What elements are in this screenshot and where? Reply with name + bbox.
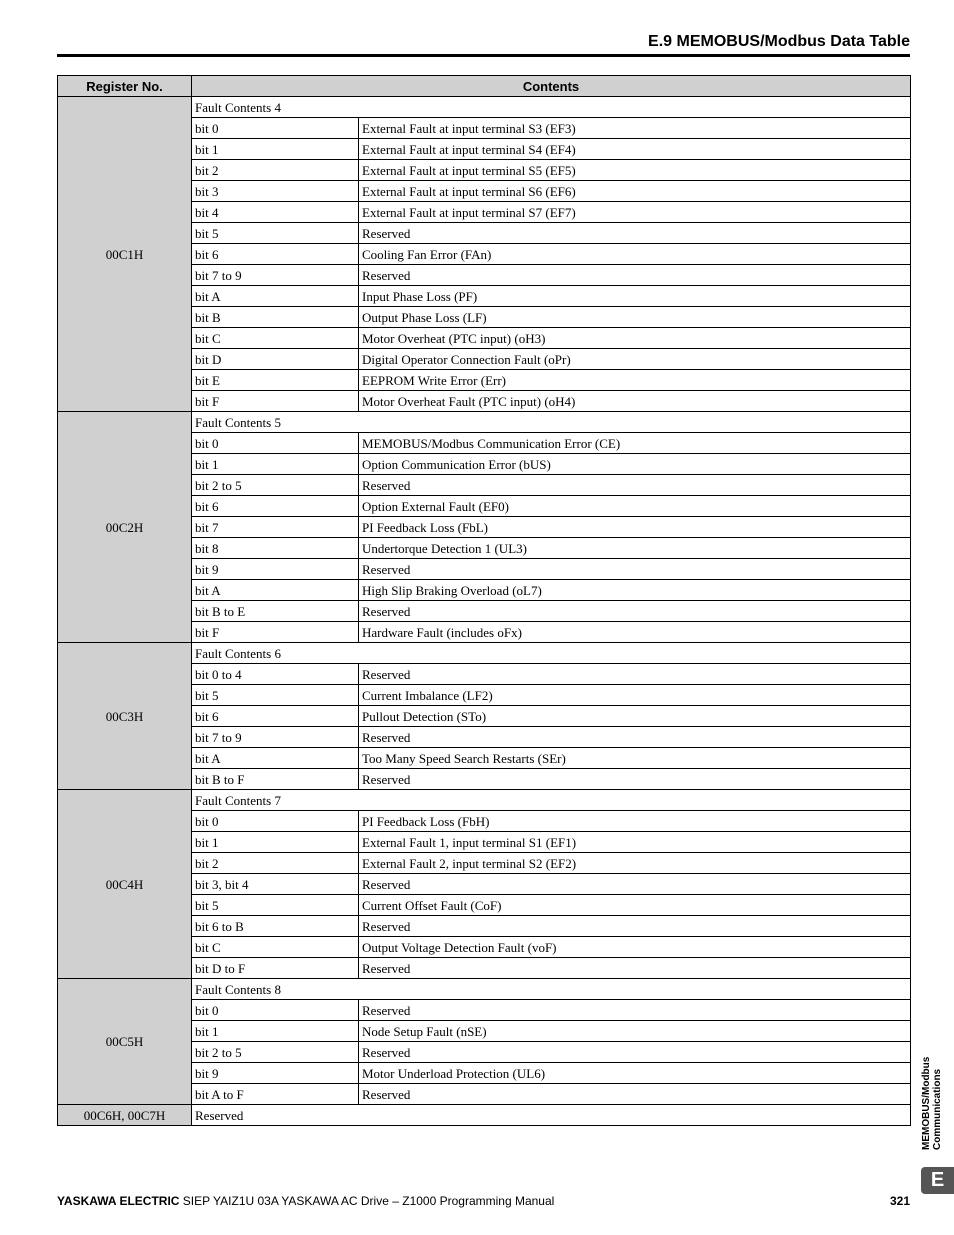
register-number: 00C4H: [58, 790, 192, 979]
section-title: E.9 MEMOBUS/Modbus Data Table: [648, 33, 910, 50]
bit-cell: bit 0: [192, 118, 359, 139]
register-number: 00C5H: [58, 979, 192, 1105]
description-cell: Digital Operator Connection Fault (oPr): [359, 349, 911, 370]
header-rule: [57, 54, 910, 57]
bit-cell: bit B: [192, 307, 359, 328]
description-cell: Current Offset Fault (CoF): [359, 895, 911, 916]
register-number: 00C3H: [58, 643, 192, 790]
description-cell: Reserved: [359, 916, 911, 937]
table-row: [58, 979, 911, 1000]
description-cell: External Fault at input terminal S3 (EF3): [359, 118, 911, 139]
description-cell: PI Feedback Loss (FbH): [359, 811, 911, 832]
side-label-line1: MEMOBUS/Modbus: [921, 1056, 932, 1150]
bit-cell: bit F: [192, 622, 359, 643]
description-cell: Reserved: [359, 664, 911, 685]
description-cell: Reserved: [359, 559, 911, 580]
bit-cell: bit A: [192, 580, 359, 601]
bit-cell: bit 7 to 9: [192, 265, 359, 286]
bit-cell: bit 1: [192, 1021, 359, 1042]
bit-cell: bit 6: [192, 496, 359, 517]
description-cell: Reserved: [359, 874, 911, 895]
bit-cell: bit E: [192, 370, 359, 391]
bit-cell: bit 0: [192, 811, 359, 832]
description-cell: Motor Overheat (PTC input) (oH3): [359, 328, 911, 349]
footer-brand: YASKAWA ELECTRIC: [57, 1194, 180, 1208]
description-cell: Reserved: [359, 1000, 911, 1021]
bit-cell: bit B to F: [192, 769, 359, 790]
description-cell: Current Imbalance (LF2): [359, 685, 911, 706]
bit-cell: bit 2 to 5: [192, 1042, 359, 1063]
bit-cell: bit C: [192, 328, 359, 349]
page-number: 321: [889, 1194, 910, 1208]
description-cell: Reserved: [359, 769, 911, 790]
table-row: [58, 790, 911, 811]
register-number: 00C2H: [58, 412, 192, 643]
fault-contents-title: Fault Contents 7: [192, 790, 911, 811]
bit-cell: bit 1: [192, 832, 359, 853]
description-cell: MEMOBUS/Modbus Communication Error (CE): [359, 433, 911, 454]
bit-cell: bit 2: [192, 160, 359, 181]
table-header-row: [58, 76, 911, 97]
description-cell: Output Voltage Detection Fault (voF): [359, 937, 911, 958]
bit-cell: bit 2 to 5: [192, 475, 359, 496]
fault-contents-title: Fault Contents 5: [192, 412, 911, 433]
contents-column-header: Contents: [192, 76, 911, 97]
bit-cell: bit 6 to B: [192, 916, 359, 937]
bit-cell: bit 6: [192, 244, 359, 265]
bit-cell: bit D to F: [192, 958, 359, 979]
description-cell: Reserved: [359, 958, 911, 979]
bit-cell: bit 1: [192, 139, 359, 160]
bit-cell: bit D: [192, 349, 359, 370]
bit-cell: bit 7 to 9: [192, 727, 359, 748]
description-cell: Reserved: [359, 727, 911, 748]
bit-cell: bit F: [192, 391, 359, 412]
description-cell: Undertorque Detection 1 (UL3): [359, 538, 911, 559]
description-cell: Too Many Speed Search Restarts (SEr): [359, 748, 911, 769]
description-cell: Reserved: [359, 265, 911, 286]
description-cell: Output Phase Loss (LF): [359, 307, 911, 328]
page-footer: [57, 1194, 910, 1208]
bit-cell: bit 9: [192, 1063, 359, 1084]
description-cell: EEPROM Write Error (Err): [359, 370, 911, 391]
description-cell: External Fault at input terminal S4 (EF4): [359, 139, 911, 160]
table-row: [58, 97, 911, 118]
bit-cell: bit 0: [192, 433, 359, 454]
description-cell: Option External Fault (EF0): [359, 496, 911, 517]
side-section-label: [921, 1056, 954, 1150]
description-cell: Hardware Fault (includes oFx): [359, 622, 911, 643]
description-cell: Reserved: [359, 601, 911, 622]
table-row: [58, 1105, 911, 1126]
table-row: [58, 643, 911, 664]
description-cell: Motor Underload Protection (UL6): [359, 1063, 911, 1084]
fault-contents-title: Fault Contents 8: [192, 979, 911, 1000]
description-cell: External Fault at input terminal S6 (EF6): [359, 181, 911, 202]
register-number: 00C1H: [58, 97, 192, 412]
register-column-header: Register No.: [58, 76, 192, 97]
description-cell: Motor Overheat Fault (PTC input) (oH4): [359, 391, 911, 412]
bit-cell: bit 5: [192, 685, 359, 706]
bit-cell: bit A: [192, 286, 359, 307]
description-cell: Option Communication Error (bUS): [359, 454, 911, 475]
bit-cell: bit 1: [192, 454, 359, 475]
fault-contents-title: Fault Contents 4: [192, 97, 911, 118]
description-cell: External Fault 1, input terminal S1 (EF1): [359, 832, 911, 853]
description-cell: Input Phase Loss (PF): [359, 286, 911, 307]
bit-cell: bit 0 to 4: [192, 664, 359, 685]
bit-cell: bit 3: [192, 181, 359, 202]
bit-cell: bit 5: [192, 223, 359, 244]
table-row: [58, 412, 911, 433]
description-cell: Reserved: [359, 223, 911, 244]
side-label-line2: Communications: [932, 1068, 943, 1150]
bit-cell: bit 8: [192, 538, 359, 559]
description-cell: Pullout Detection (STo): [359, 706, 911, 727]
description-cell: Node Setup Fault (nSE): [359, 1021, 911, 1042]
table-body: [58, 97, 911, 1126]
bit-cell: bit A: [192, 748, 359, 769]
description-cell: External Fault at input terminal S5 (EF5): [359, 160, 911, 181]
description-cell: Reserved: [359, 1042, 911, 1063]
description-cell: PI Feedback Loss (FbL): [359, 517, 911, 538]
register-number: 00C6H, 00C7H: [58, 1105, 192, 1126]
description-cell: Reserved: [359, 1084, 911, 1105]
bit-cell: bit 2: [192, 853, 359, 874]
bit-cell: bit 9: [192, 559, 359, 580]
description-cell: External Fault 2, input terminal S2 (EF2): [359, 853, 911, 874]
footer-doc-title: SIEP YAIZ1U 03A YASKAWA AC Drive – Z1000 Programming Manual: [179, 1194, 555, 1208]
bit-cell: bit 0: [192, 1000, 359, 1021]
description-cell: High Slip Braking Overload (oL7): [359, 580, 911, 601]
bit-cell: bit C: [192, 937, 359, 958]
fault-contents-title: Fault Contents 6: [192, 643, 911, 664]
description-cell: Reserved: [192, 1105, 911, 1126]
description-cell: Cooling Fan Error (FAn): [359, 244, 911, 265]
memobus-data-table: [57, 75, 911, 1126]
appendix-tab: E: [921, 1167, 954, 1194]
description-cell: External Fault at input terminal S7 (EF7): [359, 202, 911, 223]
bit-cell: bit 4: [192, 202, 359, 223]
bit-cell: bit 5: [192, 895, 359, 916]
bit-cell: bit 6: [192, 706, 359, 727]
bit-cell: bit 3, bit 4: [192, 874, 359, 895]
bit-cell: bit A to F: [192, 1084, 359, 1105]
description-cell: Reserved: [359, 475, 911, 496]
bit-cell: bit 7: [192, 517, 359, 538]
bit-cell: bit B to E: [192, 601, 359, 622]
